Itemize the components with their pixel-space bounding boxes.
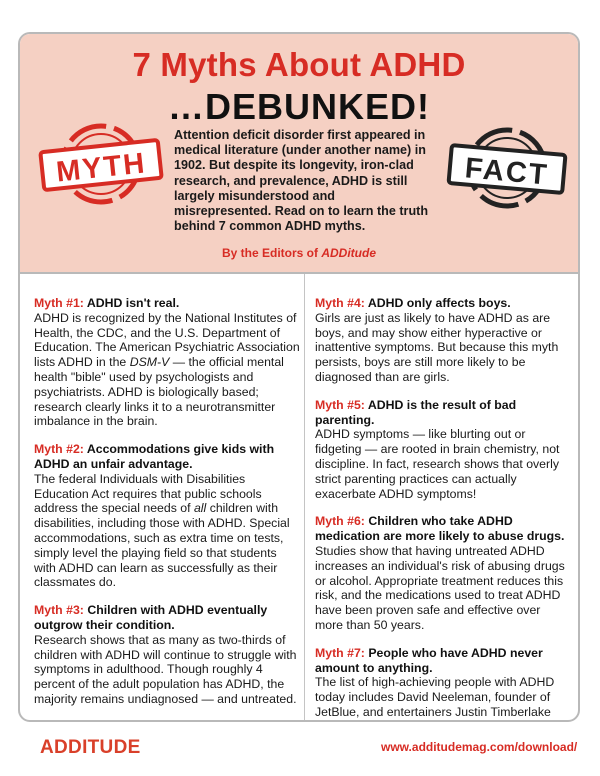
myth-title: Children with ADHD eventually outgrow their condition.	[34, 603, 268, 632]
page-title: 7 Myths About ADHD	[132, 46, 466, 83]
myth-item	[34, 296, 300, 429]
right-column	[315, 296, 571, 722]
intro-text: Attention deficit disorder first appeared in medical literature (under another name) in 1902. But despite its longevity, iron-clad research, and prevalence, ADHD is still largely misunderstood and misrepresented. Read on to learn the truth behind 7 common ADHD myths.	[174, 128, 429, 234]
myth-heading	[34, 296, 300, 311]
header-panel	[20, 34, 578, 274]
myth-stamp-label: MYTH	[54, 147, 148, 189]
column-divider	[304, 274, 305, 722]
download-url-link[interactable]: www.additudemag.com/download/	[381, 740, 578, 754]
myth-heading	[315, 296, 571, 311]
myth-body: The federal Individuals with Disabilities Education Act requires that public schools address the special needs of all children with disabilities, including those with ADHD. Special accommodations, such as extra time on tests, simply level the playing field so that students with ADHD can learn as successfully as their classmates do.	[34, 471, 290, 590]
myth-item	[315, 398, 571, 502]
myth-title: People who have ADHD never amount to anything.	[315, 645, 543, 675]
byline	[20, 246, 578, 260]
myth-title: ADHD only affects boys.	[367, 296, 511, 310]
myth-title: ADHD is the result of bad parenting.	[315, 397, 517, 427]
myth-body: The list of high-achieving people with ADHD today includes David Neeleman, founder of JetBlue, and entertainers Justin Timberlake	[315, 675, 555, 719]
fact-stamp-icon	[442, 118, 572, 218]
myth-body: Girls are just as likely to have ADHD as are boys, and may show either hyperactive or inattentive symptoms. But because this myth persists, boys are still more likely to be diagnosed than are girls.	[315, 310, 559, 384]
myth-body: Studies show that having untreated ADHD increases an individual's risk of abusing drugs or alcohol. Appropriate treatment reduces this risk, and the medications used to treat ADHD have been proven safe and effective over more than 50 years.	[315, 543, 565, 632]
myth-number: Myth #6:	[315, 514, 365, 529]
fact-stamp-label: FACT	[463, 152, 550, 192]
handout-frame	[18, 32, 580, 722]
page-subtitle: …DEBUNKED!	[168, 86, 430, 127]
myth-body: ADHD symptoms — like blurting out or fidgeting — are rooted in brain chemistry, not discipline. In fact, research shows that overly strict parenting practices can actually exacerbate ADHD symptoms!	[315, 427, 560, 501]
myth-heading	[315, 646, 571, 676]
myth-number: Myth #1:	[34, 296, 84, 310]
myth-stamp-icon	[36, 114, 166, 214]
myth-title: ADHD isn't real.	[86, 296, 180, 310]
myth-heading	[34, 603, 300, 633]
myth-number: Myth #4:	[315, 296, 365, 310]
myth-number: Myth #2:	[34, 442, 84, 457]
myth-body: Research shows that as many as two-thirds of children with ADHD will continue to struggle with symptoms in adulthood. Though roughly 4 percent of the adult population has ADHD, the majority remains undiagnosed — and untreated.	[34, 632, 297, 706]
left-column	[34, 296, 300, 720]
additude-logo[interactable]: ADDITUDE	[40, 737, 141, 758]
myth-body: ADHD is recognized by the National Institutes of Health, the CDC, and the U.S. Department of Education. The American Psychiatric Association lists ADHD in the DSM-V — the official mental health "bible" used by psychologists and psychiatrists. ADHD is biologically based; research clearly links it to a neurotransmitter imbalance in the brain.	[34, 310, 300, 429]
myth-number: Myth #5:	[315, 397, 365, 412]
myth-heading	[34, 442, 300, 472]
myth-title: Accommodations give kids with ADHD an unfair advantage.	[34, 442, 275, 471]
myth-item	[315, 296, 571, 385]
byline-prefix: By the Editors of	[221, 246, 322, 260]
myth-item	[315, 646, 571, 722]
myth-item	[34, 442, 300, 590]
myth-item	[315, 514, 571, 632]
myth-number: Myth #3:	[34, 603, 84, 618]
myth-heading	[315, 398, 571, 428]
myth-item	[34, 603, 300, 707]
myth-title: Children who take ADHD medication are more likely to abuse drugs.	[315, 514, 565, 544]
byline-brand: ADDitude	[321, 246, 376, 260]
myth-number: Myth #7:	[315, 645, 365, 660]
myth-heading	[315, 514, 571, 544]
